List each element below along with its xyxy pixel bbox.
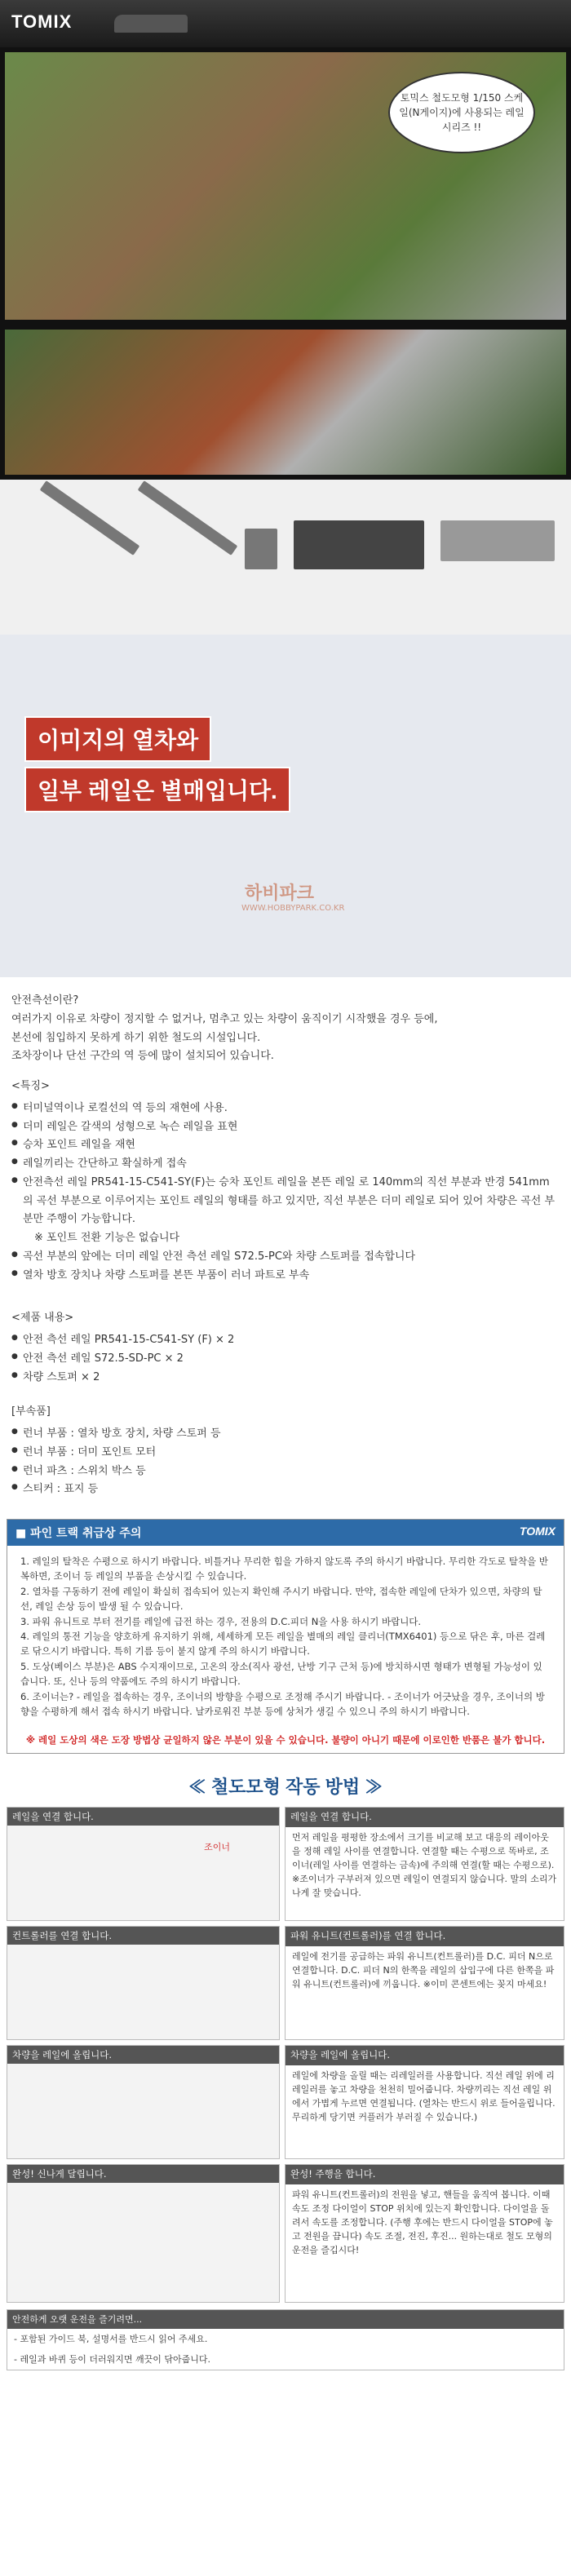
step-text-body: 레일에 전기를 공급하는 파워 유니트(컨트롤러)를 D.C. 피더 N으로 연결합니다. D.C. 피더 N의 한쪽을 레일의 삽입구에 다른 한쪽을 파워 유니트(컨트롤러)에 끼웁니다. ※이미 콘센트에는 꽂지 마세요! xyxy=(292,1951,555,1990)
layout-banner xyxy=(0,635,571,977)
watermark: 하비파크 xyxy=(245,883,315,904)
speech-bubble: 토믹스 철도모형 1/150 스케일(N게이지)에 사용되는 레일 시리즈 !! xyxy=(388,72,535,153)
howto-step xyxy=(7,1807,564,1921)
watermark-url: WWW.HOBBYPARK.CO.KR xyxy=(241,904,345,913)
caution-item: 1. 레일의 탈착은 수평으로 하시기 바랍니다. 비틀거나 무리한 힘을 가하지 않도록 주의 하시기 바랍니다. 무리한 각도로 탈착을 반복하면, 조이너 등 레일의 부품을 손상시킬 수 있습니다. xyxy=(20,1556,548,1582)
banner-line-1: 이미지의 열차와 xyxy=(24,716,211,762)
contents-item: ● 안전 측선 레일 S72.5-SD-PC × 2 xyxy=(11,1350,560,1369)
product-rails-photo xyxy=(0,480,571,635)
parts-list xyxy=(11,1425,560,1499)
step-text xyxy=(285,2045,564,2159)
howto-title: ≪ 철도모형 작동 방법 ≫ xyxy=(188,1777,383,1798)
banner-line-2: 일부 레일은 별매입니다. xyxy=(24,767,290,812)
step-image-label: 완성! 신나게 달립니다. xyxy=(7,2165,279,2183)
joiner-label: 조이너 xyxy=(204,1842,230,1853)
step-text-body: 레일에 차량을 올릴 때는 리레일러를 사용합니다. 직선 레일 위에 리레일러를 놓고 차량을 천천히 밀어줍니다. 차량끼리는 직선 레일 위에서 가볍게 누르면 연결됩니다. (열차는 반드시 위로 들어올립니다. 무리하게 당기면 커플러가 부러질 수 있습니다.) xyxy=(292,2070,556,2123)
runner-piece xyxy=(294,520,424,569)
howto-step xyxy=(7,2045,564,2159)
final-note-line: - 포함된 가이드 북, 설명서를 반드시 읽어 주세요. xyxy=(14,2334,208,2345)
caution-header xyxy=(7,1520,564,1546)
stopper-piece xyxy=(245,529,277,569)
parts-item: ● 스티커 : 표지 등 xyxy=(11,1481,560,1499)
parts-item: ● 런너 부품 : 더미 포인트 모터 xyxy=(11,1444,560,1463)
caution-item: 5. 도상(베이스 부분)은 ABS 수지재이므로, 고온의 장소(직사 광선, 난방 기구 근처 등)에 방치하시면 형태가 변형될 가능성이 있습니다. 또, 신나 등의 약품에도 주의 하시기 바랍니다. xyxy=(20,1660,542,1688)
caution-red-notice: ※ 레일 도상의 색은 도장 방법상 균일하지 않은 부분이 있을 수 있습니다. 불량이 아니기 때문에 이로인한 반품은 불가 합니다. xyxy=(25,1734,546,1746)
features-title: <특징> xyxy=(11,1080,50,1092)
description xyxy=(0,977,571,1514)
features-list xyxy=(11,1100,560,1286)
banner-callout xyxy=(24,716,290,817)
contents-item: ● 안전 측선 레일 PR541-15-C541-SY (F) × 2 xyxy=(11,1331,560,1350)
parts-title: [부속품] xyxy=(11,1405,51,1419)
final-note-label: 안전하게 오랫 운전을 즐기려면... xyxy=(7,2310,564,2329)
feature-item: ● 열차 방호 장치나 차량 스토퍼를 본뜬 부품이 러너 파트로 부속 xyxy=(11,1267,560,1286)
caution-title: ■ 파인 트랙 취급상 주의 xyxy=(15,1527,142,1540)
feature-item: ● 터미널역이나 로컬선의 역 등의 재현에 사용. xyxy=(11,1100,560,1118)
howto-step xyxy=(7,2164,564,2303)
intro-title: 안전측선이란? xyxy=(11,994,79,1007)
step-text-body: 먼저 레일을 평평한 장소에서 크기를 비교해 보고 대응의 레이아웃을 정해 레일 사이를 연결합니다. 연결할 때는 수평으로 똑바로, 조이너(레일 사이를 연결하는 금속)에 주의해 연결(할 때는 수평으로). ※조이너가 구부러져 있으면 레일이 연결되지 않습니다. 말의 소리가 나게 잘 맞습니다. xyxy=(292,1832,557,1899)
runner-piece xyxy=(440,520,555,561)
step-image xyxy=(7,2164,280,2303)
caution-box xyxy=(7,1519,564,1754)
tomix-logo: TOMIX xyxy=(11,11,73,32)
rail-piece xyxy=(40,480,140,555)
step-image xyxy=(7,1807,280,1921)
train-icon xyxy=(114,15,188,33)
feature-item: ● 안전측선 레일 PR541-15-C541-SY(F)는 승차 포인트 레일을 본뜬 레일 로 140mm의 직선 부분과 반경 541mm의 곡선 부분으로 이루어지는 포인트 레일의 형태를 하고 있지만, 직선 부분은 더미 레일로 되어 있어 차량은 곡선 부분만 주행이 가능합니다. xyxy=(11,1174,560,1229)
caution-item: 6. 조이너는? - 레일을 접속하는 경우, 조이너의 방향을 수평으로 조정해 주시기 바랍니다. - 조이너가 어긋났을 경우, 조이너의 방향을 수평하게 해서 접속 하시기 바랍니다. 날카로워진 부분 등에 상처가 생길 수 있으니 주의 하시기 바랍니다. xyxy=(20,1690,545,1717)
howto-step xyxy=(7,1926,564,2040)
hero-photo xyxy=(0,47,571,325)
feature-note: ※ 포인트 전환 기능은 없습니다 xyxy=(34,1232,180,1244)
contents-list xyxy=(11,1331,560,1387)
step-image xyxy=(7,1926,280,2040)
diorama-photo xyxy=(0,325,571,480)
final-note xyxy=(7,2309,564,2370)
feature-item: ● 승차 포인트 레일을 재현 xyxy=(11,1136,560,1155)
feature-item: ● 더미 레일은 갈색의 성형으로 녹슨 레일을 표현 xyxy=(11,1118,560,1137)
step-image-label: 컨트롤러를 연결 합니다. xyxy=(7,1927,279,1945)
step-text-label: 레일을 연결 합니다. xyxy=(286,1808,564,1827)
parts-item: ● 런너 부품 : 열차 방호 장치, 차량 스토퍼 등 xyxy=(11,1425,560,1444)
feature-item: ● 레일끼리는 간단하고 확실하게 접속 xyxy=(11,1155,560,1174)
final-note-line: - 레일과 바퀴 등이 더러워지면 깨끗이 닦아줍니다. xyxy=(14,2354,210,2366)
caution-item: 2. 열차를 구동하기 전에 레일이 확실히 접속되어 있는지 확인해 주시기 바랍니다. 만약, 접속한 레일에 단차가 있으면, 차량의 탈선, 레일 손상 등이 발생 될 수 있습니다. xyxy=(20,1585,542,1613)
step-text-label: 차량을 레일에 올립니다. xyxy=(286,2046,564,2065)
intro-line: 조차장이나 단선 구간의 역 등에 많이 설치되어 있습니다. xyxy=(11,1050,274,1063)
caution-brand: TOMIX xyxy=(519,1525,556,1538)
step-text xyxy=(285,1807,564,1921)
step-image-label: 차량을 레일에 올립니다. xyxy=(7,2046,279,2064)
intro-line: 여러가지 이유로 차량이 정지할 수 없거나, 멈추고 있는 차량이 움직이기 시작했을 경우 등에, xyxy=(11,1012,438,1025)
step-text-label: 완성! 주행을 합니다. xyxy=(286,2165,564,2184)
intro-line: 본선에 침입하지 못하게 하기 위한 철도의 시설입니다. xyxy=(11,1031,261,1044)
howto-steps xyxy=(7,1807,564,2303)
step-text xyxy=(285,2164,564,2303)
caution-body xyxy=(7,1546,564,1727)
parts-item: ● 런너 파츠 : 스위치 박스 등 xyxy=(11,1463,560,1481)
header-bar xyxy=(0,0,571,47)
step-image-label: 레일을 연결 합니다. xyxy=(7,1808,279,1826)
caution-item: 4. 레일의 통전 기능을 양호하게 유지하기 위해, 세세하게 모든 레일을 별매의 레일 클리너(TMX6401) 등으로 닦은 후, 마른 걸레로 닦으시기 바랍니다. 특히 기름 등이 붙지 않게 주의 하시기 바랍니다. xyxy=(20,1630,546,1658)
rail-piece xyxy=(138,480,238,555)
feature-item: ● 곡선 부분의 앞에는 더미 레일 안전 측선 레일 S72.5-PC와 차량 스토퍼를 접속합니다 xyxy=(11,1248,560,1267)
step-text-body: 파워 유니트(컨트롤러)의 전원을 넣고, 핸들을 움직여 봅니다. 이때 속도 조정 다이얼이 STOP 위치에 있는지 확인합니다. 다이얼을 돌려서 속도를 조정합니다. (주행 후에는 반드시 다이얼을 STOP에 놓고 전원을 끕니다) 속도 조절, 전진, 후진... 원하는대로 철도 모형의 운전을 즐깁시다! xyxy=(292,2189,553,2256)
step-image xyxy=(7,2045,280,2159)
caution-item: 3. 파워 유니트로 부터 전기를 레일에 급전 하는 경우, 전용의 D.C.피더 N을 사용 하시기 바랍니다. xyxy=(20,1615,422,1627)
step-text-label: 파워 유니트(컨트롤러)를 연결 합니다. xyxy=(286,1927,564,1946)
contents-title: <제품 내용> xyxy=(11,1312,74,1325)
step-text xyxy=(285,1926,564,2040)
contents-item: ● 차량 스토퍼 × 2 xyxy=(11,1369,560,1388)
